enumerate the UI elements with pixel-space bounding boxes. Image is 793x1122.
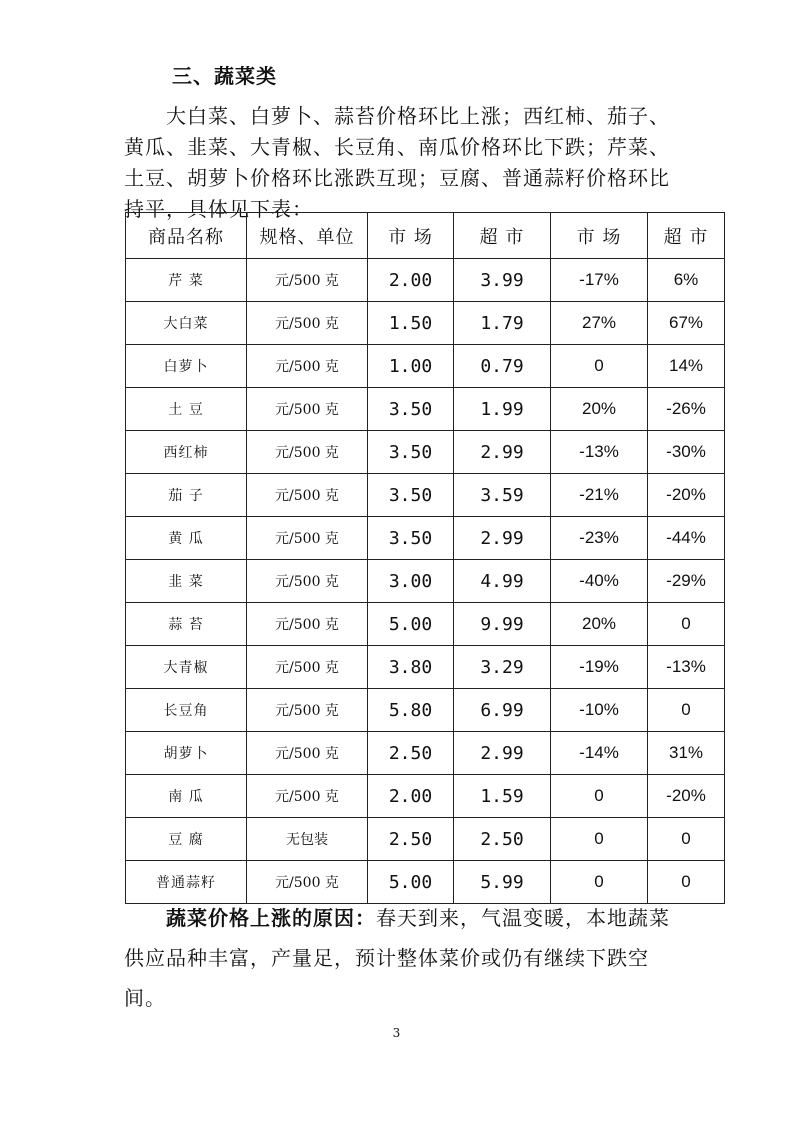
cell-supermarket-change: 0 [648,861,725,904]
table-row [126,775,725,818]
header-supermarket-change: 超 市 [648,213,725,259]
cell-unit: 元/500 克 [247,517,368,560]
cell-supermarket-price: 9.99 [454,603,551,646]
table-body [126,259,725,904]
cell-market-change: 0 [551,345,648,388]
cell-supermarket-change: -44% [648,517,725,560]
cell-supermarket-change: 0 [648,689,725,732]
cell-supermarket-price: 2.99 [454,732,551,775]
cell-market-change: -14% [551,732,648,775]
cell-market-price: 3.50 [368,388,454,431]
table-row [126,560,725,603]
cell-market-price: 3.80 [368,646,454,689]
table-row [126,474,725,517]
reason-lead: 蔬菜价格上涨的原因： [166,906,376,930]
cell-product-name: 长豆角 [126,689,247,732]
cell-supermarket-price: 2.99 [454,431,551,474]
cell-product-name: 蒜 苔 [126,603,247,646]
cell-market-price: 2.00 [368,259,454,302]
cell-product-name: 黄 瓜 [126,517,247,560]
cell-unit: 元/500 克 [247,861,368,904]
cell-unit: 元/500 克 [247,603,368,646]
cell-unit: 元/500 克 [247,345,368,388]
cell-supermarket-price: 2.99 [454,517,551,560]
cell-product-name: 土 豆 [126,388,247,431]
cell-supermarket-change: -26% [648,388,725,431]
cell-unit: 元/500 克 [247,646,368,689]
cell-unit: 元/500 克 [247,474,368,517]
cell-supermarket-price: 4.99 [454,560,551,603]
cell-market-change: 0 [551,775,648,818]
cell-product-name: 普通蒜籽 [126,861,247,904]
cell-supermarket-change: 14% [648,345,725,388]
cell-product-name: 大青椒 [126,646,247,689]
cell-unit: 元/500 克 [247,560,368,603]
cell-market-price: 2.50 [368,818,454,861]
cell-product-name: 白萝卜 [126,345,247,388]
cell-product-name: 韭 菜 [126,560,247,603]
cell-market-price: 2.50 [368,732,454,775]
cell-supermarket-change: 0 [648,818,725,861]
table-row [126,388,725,431]
cell-market-change: -10% [551,689,648,732]
cell-market-change: 20% [551,388,648,431]
cell-product-name: 茄 子 [126,474,247,517]
cell-supermarket-price: 0.79 [454,345,551,388]
table-row [126,732,725,775]
cell-product-name: 南 瓜 [126,775,247,818]
cell-unit: 元/500 克 [247,259,368,302]
table-row [126,431,725,474]
cell-market-price: 3.50 [368,431,454,474]
intro-paragraph: 大白菜、白萝卜、蒜苔价格环比上涨；西红柿、茄子、黄瓜、韭菜、大青椒、长豆角、南瓜价格环比下跌；芹菜、土豆、胡萝卜价格环比涨跌互现；豆腐、普通蒜籽价格环比持平，具体见下表： [124,104,670,221]
cell-supermarket-price: 3.59 [454,474,551,517]
cell-market-price: 3.00 [368,560,454,603]
cell-supermarket-change: 6% [648,259,725,302]
cell-supermarket-change: 31% [648,732,725,775]
cell-supermarket-price: 1.59 [454,775,551,818]
cell-unit: 元/500 克 [247,302,368,345]
table-row [126,259,725,302]
table-row [126,689,725,732]
cell-market-change: -13% [551,431,648,474]
table-row [126,517,725,560]
cell-market-change: -23% [551,517,648,560]
cell-product-name: 豆 腐 [126,818,247,861]
cell-market-change: 27% [551,302,648,345]
header-market-price: 市 场 [368,213,454,259]
cell-product-name: 胡萝卜 [126,732,247,775]
cell-unit: 元/500 克 [247,388,368,431]
cell-product-name: 大白菜 [126,302,247,345]
cell-supermarket-change: 67% [648,302,725,345]
cell-market-change: -19% [551,646,648,689]
cell-unit: 元/500 克 [247,775,368,818]
table-row [126,302,725,345]
cell-unit: 元/500 克 [247,732,368,775]
table-row [126,345,725,388]
cell-supermarket-change: -30% [648,431,725,474]
table-row [126,646,725,689]
cell-unit: 元/500 克 [247,431,368,474]
header-supermarket-price: 超 市 [454,213,551,259]
cell-market-price: 3.50 [368,517,454,560]
header-unit: 规格、单位 [247,213,368,259]
cell-market-price: 2.00 [368,775,454,818]
cell-supermarket-price: 1.79 [454,302,551,345]
cell-market-price: 1.00 [368,345,454,388]
cell-market-change: -17% [551,259,648,302]
cell-supermarket-price: 2.50 [454,818,551,861]
cell-supermarket-price: 3.29 [454,646,551,689]
cell-market-price: 5.80 [368,689,454,732]
header-market-change: 市 场 [551,213,648,259]
page-number: 3 [392,1026,401,1040]
cell-unit: 元/500 克 [247,689,368,732]
cell-supermarket-change: -20% [648,474,725,517]
cell-supermarket-change: -13% [648,646,725,689]
cell-supermarket-price: 3.99 [454,259,551,302]
cell-unit: 无包装 [247,818,368,861]
cell-supermarket-change: -29% [648,560,725,603]
cell-market-price: 5.00 [368,861,454,904]
cell-market-change: 0 [551,818,648,861]
reason-text: 春天到来，气温变暖，本地蔬菜供应品种丰富，产量足，预计整体菜价或仍有继续下跌空间。 [124,906,670,1010]
cell-product-name: 西红柿 [126,431,247,474]
reason-paragraph [124,898,684,1018]
cell-market-change: 0 [551,861,648,904]
cell-supermarket-change: 0 [648,603,725,646]
section-title: 三、蔬菜类 [172,64,277,88]
cell-market-price: 5.00 [368,603,454,646]
cell-market-change: -21% [551,474,648,517]
cell-supermarket-change: -20% [648,775,725,818]
cell-supermarket-price: 6.99 [454,689,551,732]
price-table [125,212,725,904]
cell-market-price: 1.50 [368,302,454,345]
header-product-name: 商品名称 [126,213,247,259]
cell-supermarket-price: 5.99 [454,861,551,904]
cell-market-change: -40% [551,560,648,603]
cell-market-price: 3.50 [368,474,454,517]
table-header-row [126,213,725,259]
cell-product-name: 芹 菜 [126,259,247,302]
table-row [126,818,725,861]
cell-supermarket-price: 1.99 [454,388,551,431]
table-row [126,603,725,646]
cell-market-change: 20% [551,603,648,646]
